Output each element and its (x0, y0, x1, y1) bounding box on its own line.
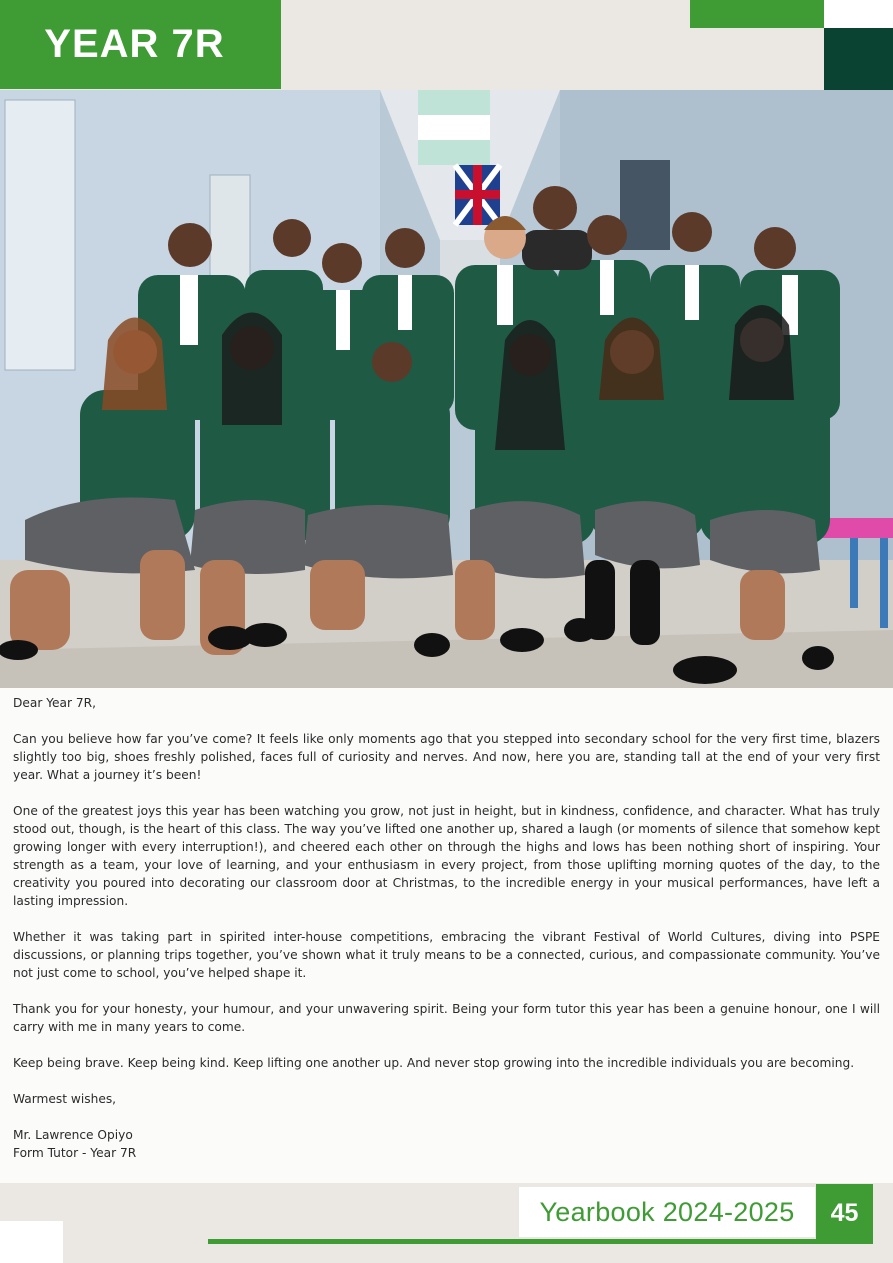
class-photo-illustration (0, 90, 893, 688)
page-title: YEAR 7R (44, 22, 225, 66)
title-block (0, 0, 281, 89)
yearbook-label: Yearbook 2024-2025 (539, 1196, 795, 1227)
letter-paragraph: Keep being brave. Keep being kind. Keep lifting one another up. And never stop growing into the incredible individuals you are becoming. (13, 1056, 855, 1070)
decorative-white-block (824, 0, 893, 28)
signature-role: Form Tutor - Year 7R (13, 1146, 137, 1160)
footer-decorative-white-block (0, 1221, 63, 1263)
letter-closing: Warmest wishes, (13, 1092, 117, 1106)
signature-name: Mr. Lawrence Opiyo (13, 1128, 133, 1142)
letter-paragraph: Can you believe how far you’ve come? It feels like only moments ago that you stepped into secondary school for the very first time, blazers slightly too big, shoes freshly polished, faces full of curiosity and nerves. And now, here you are, standing tall at the end of your very first year. What a journey it’s been! (13, 732, 880, 782)
letter-paragraph: One of the greatest joys this year has been watching you grow, not just in height, but in kindness, confidence, and character. What has truly stood out, though, is the heart of this class. The way you’ve lifted one another up, shared a laugh (or moments of silence that somehow kept growing longer with every interruption!), and cheered each other on through the highs and lows has been nothing short of inspiring. Your strength as a team, your love of learning, and your enthusiasm in every project, from those uplifting morning quotes of the day, to the creativity you poured into decorating our classroom door at Christmas, to the incredible energy in your musical performances, have left a lasting impression. (13, 804, 880, 908)
letter-greeting: Dear Year 7R, (13, 696, 97, 710)
class-photo (0, 90, 893, 688)
decorative-green-bar (690, 0, 824, 28)
page-number-box (816, 1184, 873, 1242)
letter-paragraph: Thank you for your honesty, your humour, and your unwavering spirit. Being your form tutor this year has been a genuine honour, one I will carry with me in many years to come. (13, 1002, 880, 1034)
footer-green-line (208, 1239, 873, 1244)
page-number: 45 (830, 1198, 859, 1227)
letter-paragraph: Whether it was taking part in spirited inter-house competitions, embracing the vibrant Festival of World Cultures, diving into PSPE discussions, or planning trips together, you’ve shown what it truly means to be a connected, curious, and compassionate community. You’ve not just come to school, you’ve helped shape it. (13, 930, 880, 980)
footer-label-box (519, 1187, 815, 1237)
letter (13, 694, 880, 1162)
